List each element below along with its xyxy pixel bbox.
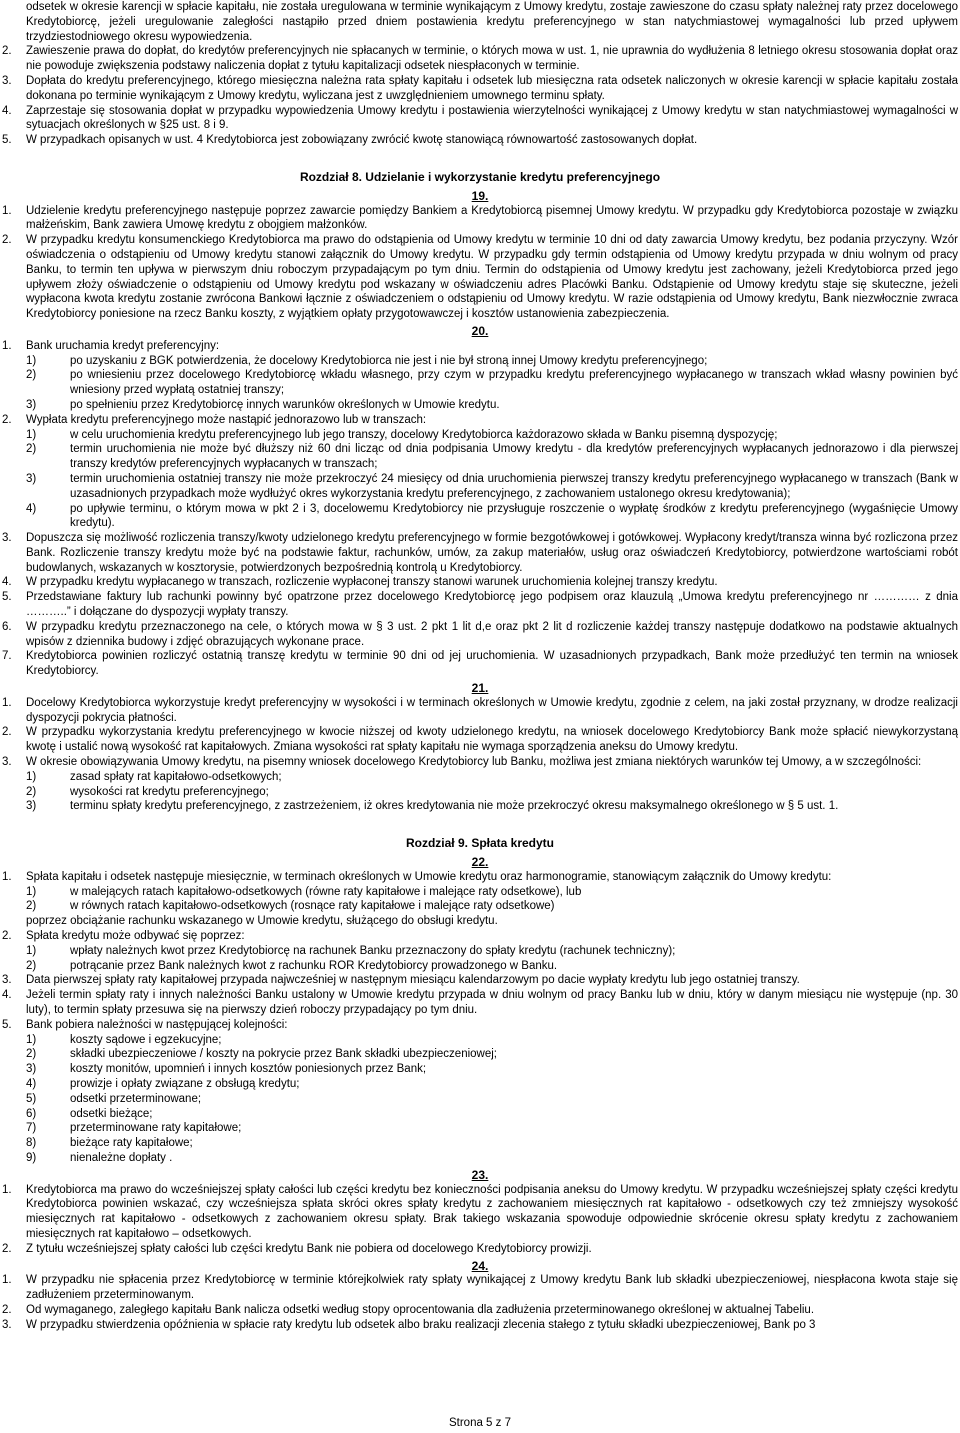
s24-point-3: 3. W przypadku stwierdzenia opóźnienia w spłacie raty kredytu lub odsetek albo braku realizacji zlecenia stałego z tytułu składki ubezpieczeniowej, Bank po 3 xyxy=(2,1318,816,1331)
list-item: 1) wpłaty należnych kwot przez Kredytobiorcę na rachunek Banku przeznaczony do spłaty kredytu (rachunek techniczny); xyxy=(26,944,676,957)
s24-point-1: 1. W przypadku nie spłacenia przez Kredytobiorcę w terminie którejkolwiek raty spłaty wynikającej z Umowy kredytu Bank lub składki ubezpieczeniowej, niespłacona kwota staje się zadłużeniem przeterminowanym. xyxy=(2,1274,958,1302)
s20-point-3: 3. Dopuszcza się możliwość rozliczenia transzy/kwoty udzielonego kredytu preferencyjnego w formie bezgotówkowej i gotówkowej. Wypłacony kredyt/transza winna być rozliczona przez Bank. Rozliczenie transzy kredytu może być na podstawie faktur, rachunków, umów, za zakup materiałów, usług oraz oświadczeń Kredytobiorcy, potwierdzone wartościami robót budowlanych, wskazanych w kosztorysie, potwierdzonych bezpośrednią kontrolą u Kredytobiorcy. xyxy=(2,532,958,574)
s18-point-2: 2. Zawieszenie prawa do dopłat, do kredytów preferencyjnych nie spłacanych w terminie, o których mowa w ust. 1, nie uprawnia do wydłużenia 8 letniego okresu stosowania dopłat oraz nie powoduje zwiększenia podstawy naliczenia dopłat z tytułu kapitalizacji odsetek niespłaconych w terminie. xyxy=(2,45,958,73)
s22-point-4: 4. Jeżeli termin spłaty raty i innych należności Banku ustalony w Umowie kredytu przypada w dniu wolnym od pracy Banku lub w dniu, który w danym miesiącu nie występuje (np. 30 luty), to termin spłaty przesuwa się na pierwszy dzień roboczy przypadający po tym dniu. xyxy=(2,989,958,1016)
s20-point-5: 5. Przedstawiane faktury lub rachunki powinny być opatrzone przez docelowego Kredytobiorcę jego podpisem oraz klauzulą „Umowa kredytu preferencyjnego nr ………… z dnia ………..” i dołączane do dyspozycji wypłaty transzy. xyxy=(2,591,958,619)
s18-point-4: 4. Zaprzestaje się stosowania dopłat w przypadku wypowiedzenia Umowy kredytu i postawienia wierzytelności wynikającej z Umowy kredytu w stan natychmiastowej wymagalności w sytuacjach określonych w §25 ust. 8 i 9. xyxy=(2,104,958,132)
s22-point-1-continuation: poprzez obciążanie rachunku wskazanego w Umowie kredytu, służącego do obsługi kredytu. xyxy=(26,915,498,928)
chapter-9-heading: Rozdział 9. Spłata kredytu xyxy=(405,836,555,851)
s24-point-2: 2. Od wymaganego, zaległego kapitału Bank nalicza odsetki według stopy oprocentowania dla zadłużenia przeterminowanego określonej w aktualnej Tabeliu. xyxy=(2,1303,815,1316)
list-item: 2) w równych ratach kapitałowo-odsetkowych (rosnące raty kapitałowe i malejące raty odsetkowe) xyxy=(26,900,555,913)
s21-point-3: 3. W okresie obowiązywania Umowy kredytu, na pisemny wniosek docelowego Kredytobiorcy lub Banku, możliwa jest zmiana niektórych warunków tej Umowy, a w szczególności: xyxy=(2,756,922,769)
section-20-heading: 20. xyxy=(471,323,489,338)
s22-point-5: 5. Bank pobiera należności w następującej kolejności: xyxy=(2,1018,288,1031)
list-item: 7) przeterminowane raty kapitałowe; xyxy=(26,1122,242,1135)
s23-point-2: 2. Z tytułu wcześniejszej spłaty całości lub części kredytu Bank nie pobiera od docelowego Kredytobiorcy prowizji. xyxy=(2,1242,592,1255)
list-item: 1) zasad spłaty rat kapitałowo-odsetkowych; xyxy=(26,770,282,783)
list-item: 2) potrącanie przez Bank należnych kwot z rachunku ROR Kredytobiorcy prowadzonego w Banku. xyxy=(26,959,558,972)
s19-point-2: 2. W przypadku kredytu konsumenckiego Kredytobiorca ma prawo do odstąpienia od Umowy kredytu w terminie 10 dni od daty zawarcia Umowy kredytu, bez podania przyczyny. Wzór oświadczenia o odstąpieniu od Umowy kredytu stanowi załącznik do Umowy kredytu. W przypadku gdy termin odstąpienia od Umowy kredytu przypada w dniu wolnym od pracy Banku, to termin ten upływa w pierwszym dniu roboczym przypadającym po tym dniu. Termin do odstąpienia od Umowy kredytu jest zachowany, jeżeli Kredytobiorca przed jego upływem złoży oświadczenie o odstąpieniu od Umowy kredytu pod wskazany w oświadczeniu adres Placówki Banku. Odstąpienie od Umowy kredytu staje się skuteczne, jeżeli wypłacona kwota kredytu zostanie zwrócona Bankowi łącznie z oświadczeniem o odstąpieniu od Umowy kredytu. W razie odstąpienia od Umowy kredytu, Bank niezwłocznie zwraca Kredytobiorcy poniesione na rzecz Banku koszty, z wyjątkiem opłaty przygotowawczej i kosztów ustanowienia zabezpieczenia. xyxy=(2,234,958,321)
list-item: 1) w malejących ratach kapitałowo-odsetkowych (równe raty kapitałowe i malejące raty odsetkowe), lub xyxy=(26,885,582,898)
section-22-heading: 22. xyxy=(471,855,489,870)
list-item: 1) w celu uruchomienia kredytu preferencyjnego lub jego transzy, docelowy Kredytobiorca każdorazowo składa w Banku pisemną dyspozycję; xyxy=(26,428,778,441)
section-19-heading: 19. xyxy=(471,188,489,203)
section-21-heading: 21. xyxy=(471,681,489,696)
list-item: 4) prowizje i opłaty związane z obsługą kredytu; xyxy=(26,1077,300,1090)
s21-point-2: 2. W przypadku wykorzystania kredytu preferencyjnego w kwocie niższej od kwoty udzielonego kredytu, na wniosek docelowego Kredytobiorcy Bank może spłacić niewykorzystaną kwotę i ustalić nową wysokość rat kapitałowych. Zmiana wysokości rat spłaty kapitału nie wymaga sporządzenia aneksu do Umowy kredytu. xyxy=(2,726,958,754)
s20-point-6: 6. W przypadku kredytu przeznaczonego na cele, o których mowa w § 3 ust. 2 pkt 1 lit d,e oraz pkt 2 lit d rozliczenie każdej transzy następuje dodatkowo na podstawie aktualnych wpisów z dziennika budowy i zdjęć obrazujących wykonane prace. xyxy=(2,620,958,648)
page-footer: Strona 5 z 7 xyxy=(448,1417,511,1429)
list-item: 6) odsetki bieżące; xyxy=(26,1107,153,1120)
list-item: 1) po uzyskaniu z BGK potwierdzenia, że docelowy Kredytobiorca nie jest i nie był stroną innej Umowy kredytu preferencyjnego; xyxy=(26,354,708,367)
list-item: 1) koszty sądowe i egzekucyjne; xyxy=(26,1033,222,1046)
s18-point-3: 3. Dopłata do kredytu preferencyjnego, którego miesięczna należna rata spłaty kapitału i odsetek lub miesięczna rata odsetek naliczonych w okresie karencji w spłacie kapitału została dokonana po terminie wynikającym z Umowy kredytu, wyliczana jest z uwzględnieniem umownego terminu spłaty. xyxy=(2,74,958,102)
intro-paragraph: odsetek w okresie karencji w spłacie kapitału, nie została uregulowana w terminie wynikającym z Umowy kredytu, zostaje zawieszone do czasu spłaty należnej raty przez docelowego Kredytobiorcę, jeżeli uregulowanie zaległości nastąpiło przed dniem postawienia kredytu preferencyjnego w stan natychmiastowej wymagalności lub przed upływem trzydziestodniowego okresu wypowiedzenia. xyxy=(26,1,958,43)
list-item: 2) wysokości rat kredytu preferencyjnego; xyxy=(26,785,269,798)
list-item: 2) po wniesieniu przez docelowego Kredytobiorcę wkładu własnego, przy czym w przypadku kredytu preferencyjnego wypłacanego w transzach wkład własny powinien być wniesiony przed wypłatą ostatniej transzy; xyxy=(26,369,958,397)
s22-point-1: 1. Spłata kapitału i odsetek następuje miesięcznie, w terminach określonych w Umowie kredytu oraz harmonogramie, stanowiącym załącznik do Umowy kredytu: xyxy=(2,870,832,883)
s20-point-1: 1. Bank uruchamia kredyt preferencyjny: xyxy=(2,339,220,352)
s19-point-1: 1. Udzielenie kredytu preferencyjnego następuje poprzez zawarcie pomiędzy Bankiem a Kredytobiorcą pisemnej Umowy kredytu. W przypadku gdy Kredytobiorca pozostaje w związku małżeńskim, Bank zawiera Umowę kredytu z obojgiem małżonków. xyxy=(2,204,958,232)
section-23-heading: 23. xyxy=(471,1167,489,1182)
list-item: 5) odsetki przeterminowane; xyxy=(26,1092,202,1105)
s22-point-3: 3. Data pierwszej spłaty raty kapitałowej przypada najwcześniej w następnym miesiącu kalendarzowym po dacie wypłaty kredytu lub jego ostatniej transzy. xyxy=(2,974,800,987)
list-item: 4) po upływie terminu, o którym mowa w pkt 2 i 3, docelowemu Kredytobiorcy nie przysługuje roszczenie o wypłatę środków z kredytu preferencyjnego (wygaśnięcie Umowy kredytu). xyxy=(26,502,958,530)
list-item: 3) termin uruchomienia ostatniej transzy nie może przekroczyć 24 miesięcy od dnia uruchomienia pierwszej transzy kredytu preferencyjnego wypłacanego w transzach (Bank w uzasadnionych przypadkach może wydłużyć okres wykorzystania kredytu preferencyjnego, z zachowaniem ustalonego okresu kredytowania); xyxy=(26,472,958,500)
list-item: 3) koszty monitów, upomnień i innych kosztów poniesionych przez Bank; xyxy=(26,1063,427,1076)
s23-point-1: 1. Kredytobiorca ma prawo do wcześniejszej spłaty całości lub części kredytu bez konieczności podpisania aneksu do Umowy kredytu. W przypadku wcześniejszej spłaty części kredytu Kredytobiorca powinien wskazać, czy wcześniejsza spłata skróci okres spłaty kredytu z zachowaniem miesięcznych rat kapitałowo - odsetkowych czy też zmniejszy wysokość miesięcznych rat kapitałowo - odsetkowych z zachowaniem okresu spłaty. Brak takiego wskazania spowoduje odpowiednie skrócenie okresu spłaty kredytu z zachowaniem miesięcznych rat kapitałowo – odsetkowych. xyxy=(2,1183,958,1240)
list-item: 9) nienależne dopłaty . xyxy=(26,1151,173,1164)
list-item: 2) termin uruchomienia nie może być dłuższy niż 60 dni licząc od dnia podpisania Umowy kredytu - dla kredytów preferencyjnych wypłacanych jednorazowo i dla pierwszej transzy kredytów preferencyjnych wypłacanych w transzach; xyxy=(26,443,958,471)
s22-point-2: 2. Spłata kredytu może odbywać się poprzez: xyxy=(2,930,245,943)
list-item: 3) po spełnieniu przez Kredytobiorcę innych warunków określonych w Umowie kredytu. xyxy=(26,398,500,411)
list-item: 3) terminu spłaty kredytu preferencyjnego, z zastrzeżeniem, iż okres kredytowania nie może przekroczyć okresu maksymalnego określonego w § 5 ust. 1. xyxy=(26,800,839,813)
s20-point-7: 7. Kredytobiorca powinien rozliczyć ostatnią transzę kredytu w terminie 90 dni od jej uruchomienia. W uzasadnionych przypadkach, Bank może przedłużyć ten termin na wniosek Kredytobiorcy. xyxy=(2,650,958,678)
list-item: 8) bieżące raty kapitałowe; xyxy=(26,1137,193,1150)
chapter-8-heading: Rozdział 8. Udzielanie i wykorzystanie kredytu preferencyjnego xyxy=(299,169,661,184)
s20-point-2: 2. Wypłata kredytu preferencyjnego może nastąpić jednorazowo lub w transzach: xyxy=(2,413,427,426)
section-24-heading: 24. xyxy=(471,1258,489,1273)
s21-point-1: 1. Docelowy Kredytobiorca wykorzystuje kredyt preferencyjny w wysokości i w terminach określonych w Umowie kredytu, zgodnie z celem, na jaki został przyznany, w drodze realizacji dyspozycji pokrycia płatności. xyxy=(2,696,958,724)
s18-point-5: 5. W przypadkach opisanych w ust. 4 Kredytobiorca jest zobowiązany zwrócić kwotę stanowiącą równowartość zastosowanych dopłat. xyxy=(2,134,698,147)
s20-point-4: 4. W przypadku kredytu wypłacanego w transzach, rozliczenie wypłaconej transzy stanowi warunek uruchomienia kolejnej transzy kredytu. xyxy=(2,576,718,589)
list-item: 2) składki ubezpieczeniowe / koszty na pokrycie przez Bank składki ubezpieczeniowej; xyxy=(26,1048,497,1061)
